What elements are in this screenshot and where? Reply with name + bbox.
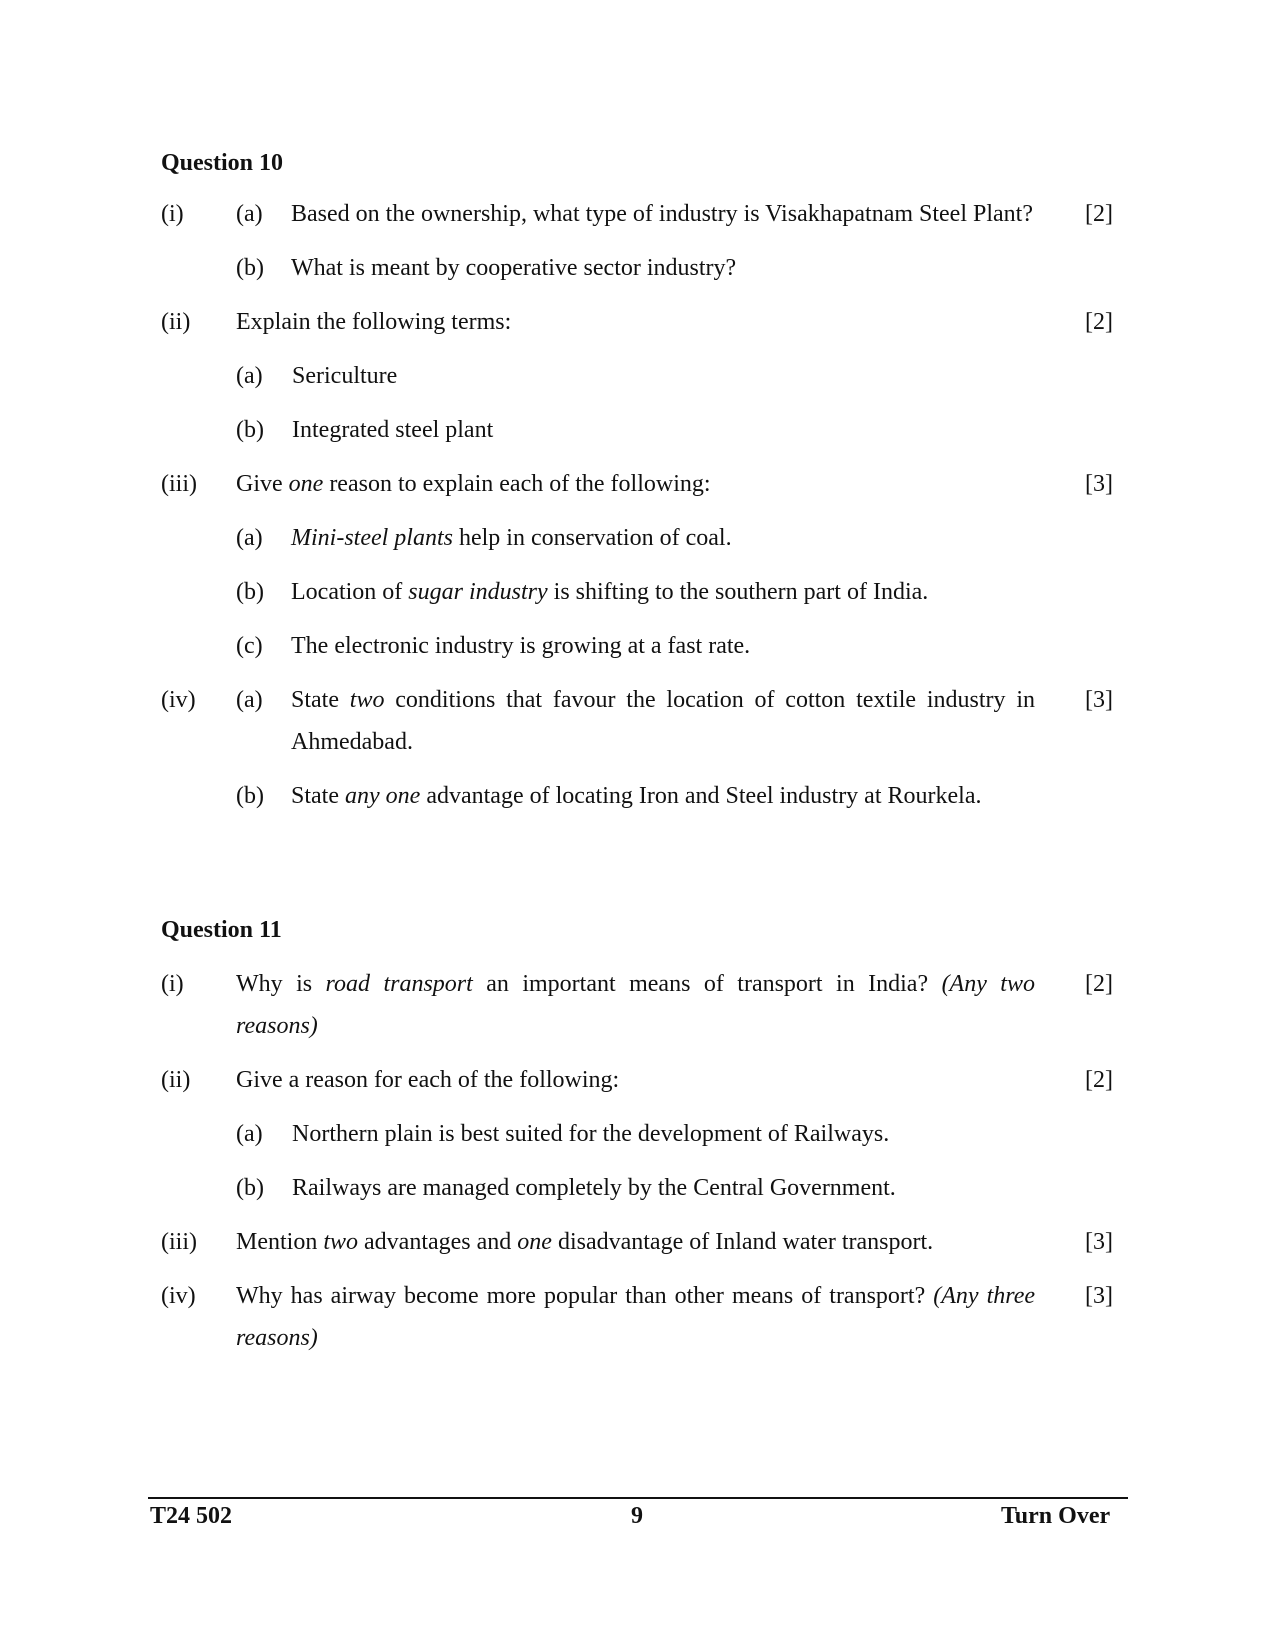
- q11-iv-text-line2: reasons): [236, 1325, 318, 1351]
- q10-i-b-row: [0, 255, 1275, 295]
- q10-i-marks: [2]: [1085, 201, 1113, 227]
- q10-iii-c-row: [0, 633, 1275, 673]
- q10-iii-marks: [3]: [1085, 471, 1113, 497]
- q10-i-a-label: (a): [236, 201, 263, 227]
- q10-ii-marks: [2]: [1085, 309, 1113, 335]
- q11-iii-text: Mention two advantages and one disadvantage of Inland water transport.: [236, 1229, 934, 1255]
- q11-ii-row: [0, 1067, 1275, 1107]
- q10-i-b-text: What is meant by cooperative sector industry?: [291, 255, 737, 281]
- q11-i-row: [0, 971, 1275, 1011]
- q10-iii-a-row: [0, 525, 1275, 565]
- q10-iii-b-text: Location of sugar industry is shifting to the southern part of India.: [291, 579, 929, 605]
- q11-i-text: Why is road transport an important means of transport in India? (Any two: [236, 971, 1035, 997]
- q10-iv-a-label: (a): [236, 687, 263, 713]
- q10-iv-marks: [3]: [1085, 687, 1113, 713]
- q10-iv-a-text: State two conditions that favour the location of cotton textile industry in: [291, 687, 1035, 713]
- q11-i-row-2: [0, 1013, 1275, 1053]
- q10-iv-a-row: [0, 687, 1275, 727]
- q11-iv-row-2: [0, 1325, 1275, 1365]
- q10-ii-a-text: Sericulture: [292, 363, 398, 389]
- q10-ii-b-text: Integrated steel plant: [292, 417, 494, 443]
- q11-iv-number: (iv): [161, 1283, 196, 1309]
- q10-iii-text: Give one reason to explain each of the following:: [236, 471, 711, 497]
- question-11-heading: Question 11: [161, 917, 282, 943]
- q11-ii-marks: [2]: [1085, 1067, 1113, 1093]
- q10-iv-b-row: [0, 783, 1275, 823]
- q11-iv-marks: [3]: [1085, 1283, 1113, 1309]
- q10-ii-a-label: (a): [236, 363, 263, 389]
- q11-ii-a-row: [0, 1121, 1275, 1161]
- q10-iii-c-label: (c): [236, 633, 263, 659]
- question-10-heading: Question 10: [161, 150, 284, 176]
- q11-ii-b-label: (b): [236, 1175, 264, 1201]
- q10-i-b-label: (b): [236, 255, 264, 281]
- q11-ii-text: Give a reason for each of the following:: [236, 1067, 620, 1093]
- q10-iii-a-text: Mini-steel plants help in conservation of coal.: [291, 525, 732, 551]
- q11-ii-a-label: (a): [236, 1121, 263, 1147]
- q11-i-number: (i): [161, 971, 184, 997]
- q10-iv-b-text: State any one advantage of locating Iron and Steel industry at Rourkela.: [291, 783, 982, 809]
- q10-ii-b-label: (b): [236, 417, 264, 443]
- q10-ii-text: Explain the following terms:: [236, 309, 512, 335]
- q10-iv-a-text-line2: Ahmedabad.: [291, 729, 413, 755]
- q10-iv-a-row-2: [0, 729, 1275, 769]
- q11-ii-b-row: [0, 1175, 1275, 1215]
- q10-iii-a-label: (a): [236, 525, 263, 551]
- footer-divider: [148, 1497, 1128, 1499]
- q10-ii-number: (ii): [161, 309, 191, 335]
- q11-iii-marks: [3]: [1085, 1229, 1113, 1255]
- q10-iii-b-label: (b): [236, 579, 264, 605]
- q11-iii-number: (iii): [161, 1229, 197, 1255]
- q10-iii-row: [0, 471, 1275, 511]
- paper-code: T24 502: [150, 1503, 233, 1529]
- page-number: 9: [631, 1503, 643, 1529]
- q11-ii-a-text: Northern plain is best suited for the development of Railways.: [292, 1121, 890, 1147]
- q10-ii-b-row: [0, 417, 1275, 457]
- q10-i-a-text: Based on the ownership, what type of industry is Visakhapatnam Steel Plant?: [291, 201, 1033, 227]
- q10-i-number: (i): [161, 201, 184, 227]
- q10-iii-number: (iii): [161, 471, 197, 497]
- q10-iii-c-text: The electronic industry is growing at a fast rate.: [291, 633, 751, 659]
- q10-iii-b-row: [0, 579, 1275, 619]
- q11-i-text-line2: reasons): [236, 1013, 318, 1039]
- q10-iv-number: (iv): [161, 687, 196, 713]
- q11-iv-text: Why has airway become more popular than other means of transport? (Any three: [236, 1283, 1036, 1309]
- q11-ii-number: (ii): [161, 1067, 191, 1093]
- q11-i-marks: [2]: [1085, 971, 1113, 997]
- q10-ii-row: [0, 309, 1275, 349]
- q11-iv-row: [0, 1283, 1275, 1323]
- q10-iv-b-label: (b): [236, 783, 264, 809]
- q10-i-a-row: [0, 201, 1275, 241]
- q10-ii-a-row: [0, 363, 1275, 403]
- q11-ii-b-text: Railways are managed completely by the Central Government.: [292, 1175, 896, 1201]
- q11-iii-row: [0, 1229, 1275, 1269]
- turn-over-label: Turn Over: [1001, 1503, 1111, 1529]
